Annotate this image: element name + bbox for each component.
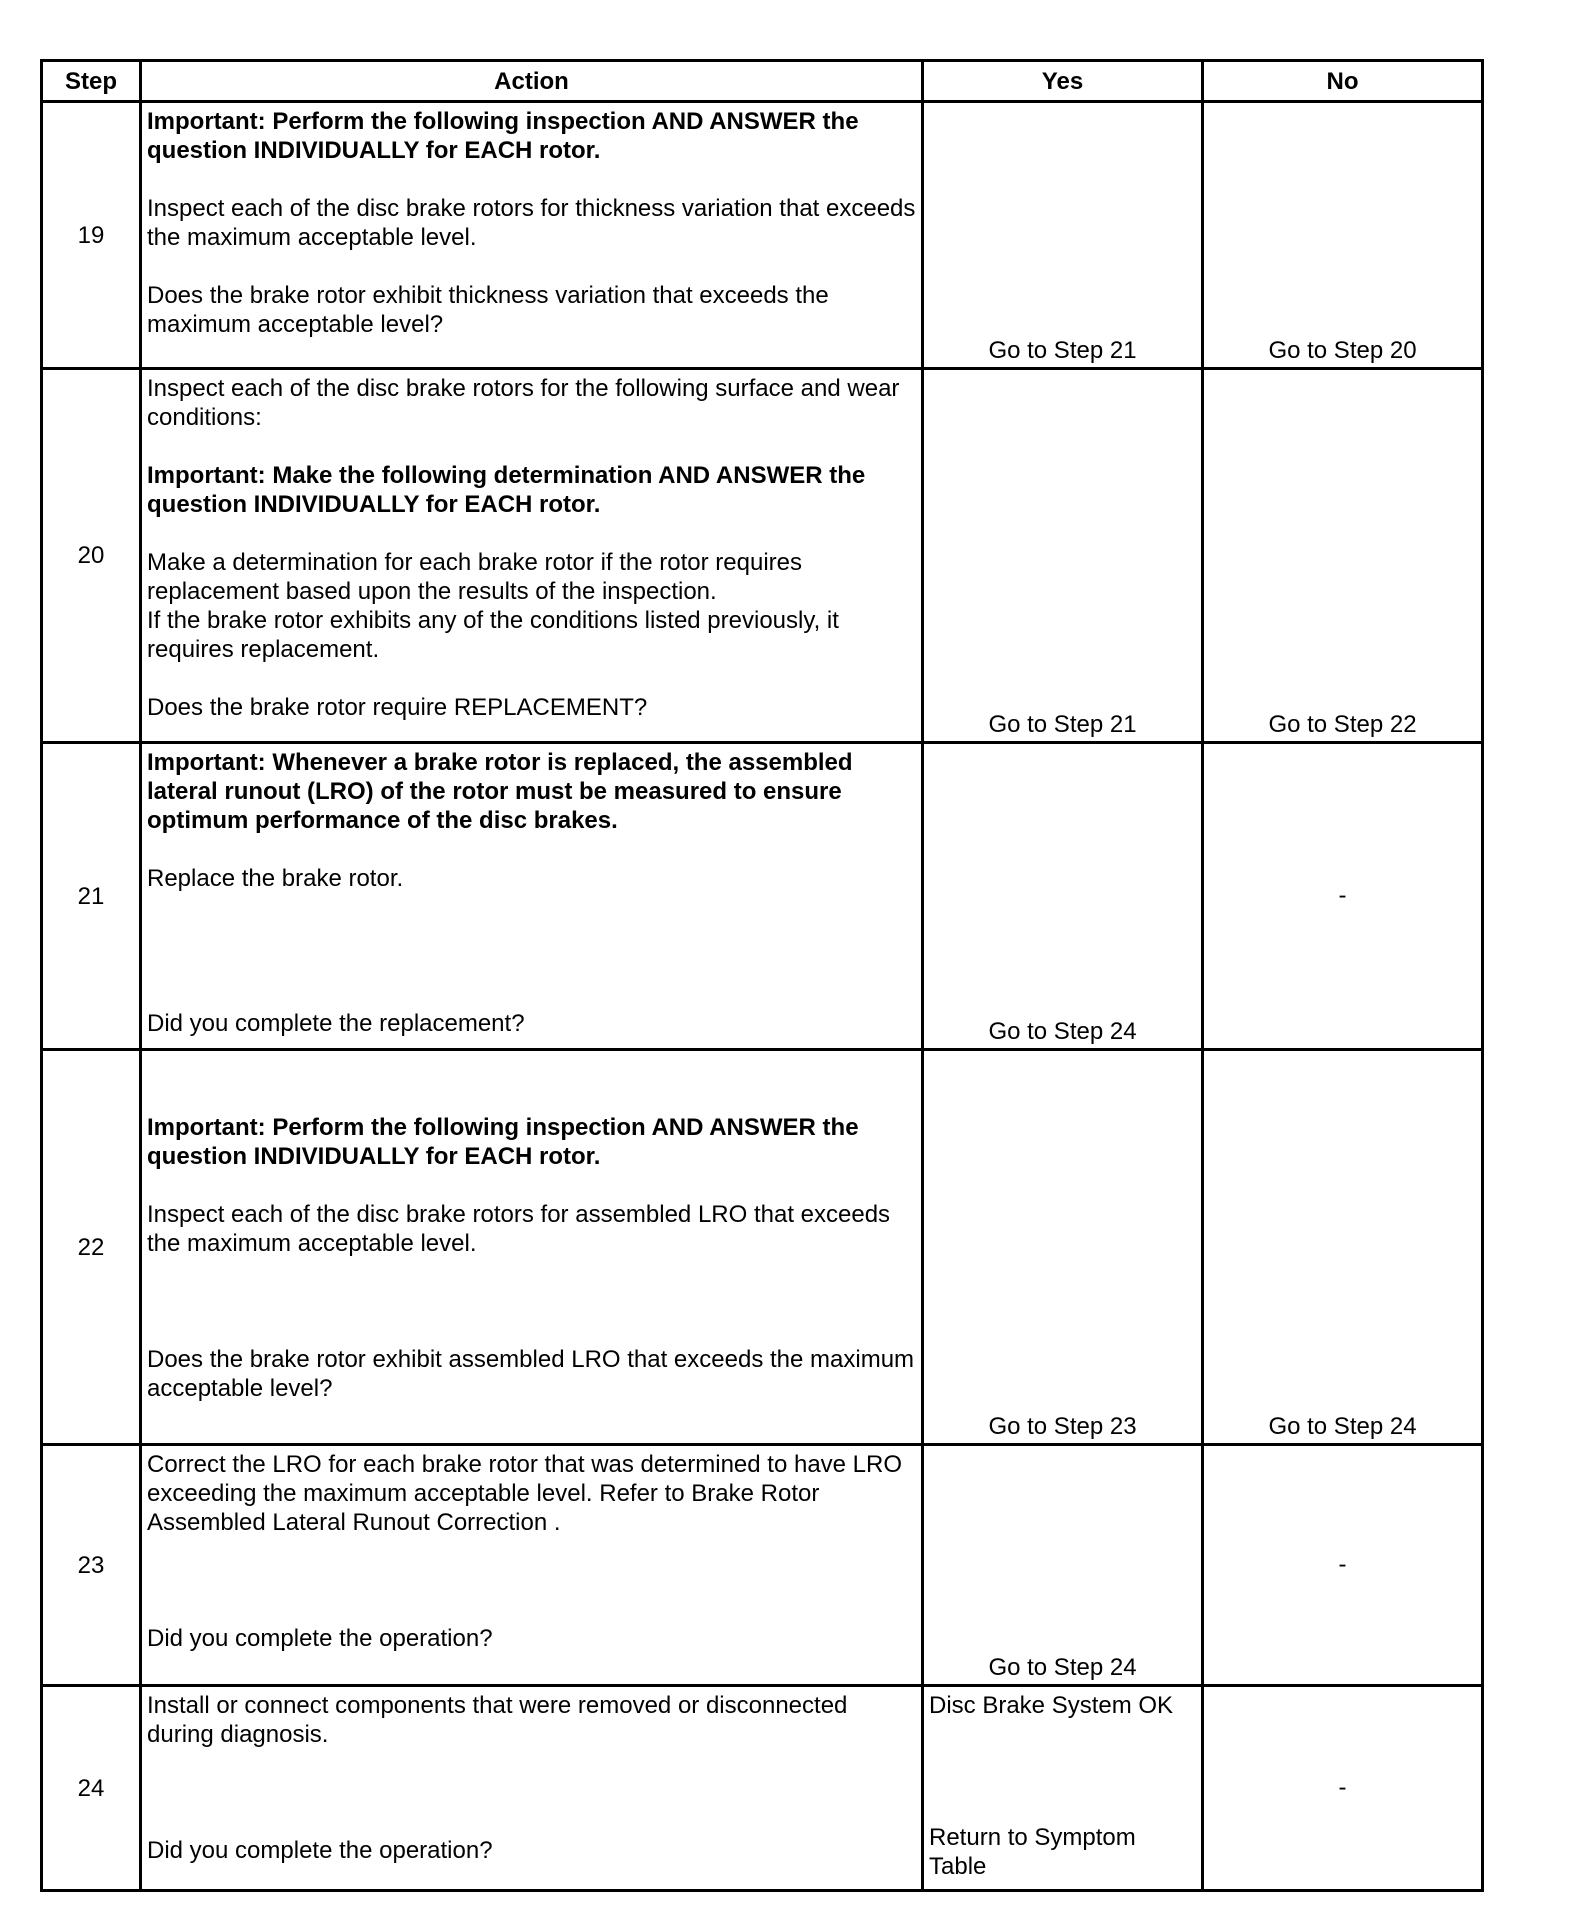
step-number: 23 (42, 1445, 141, 1686)
step-number: 22 (42, 1050, 141, 1445)
action-cell (141, 743, 923, 1050)
yes-result: Go to Step 24 (923, 1445, 1203, 1686)
action-text-3: If the brake rotor exhibits any of the conditions listed previously, it requires replacement. (147, 607, 839, 663)
action-text: Replace the brake rotor. (147, 865, 404, 892)
action-text: Inspect each of the disc brake rotors for the following surface and wear conditions: (147, 375, 900, 431)
header-row (42, 61, 1483, 102)
step-row-20 (42, 369, 1483, 743)
yes-result-bottom: Return to Symptom Table (929, 1824, 1136, 1880)
no-result: Go to Step 22 (1203, 369, 1483, 743)
step-row-19 (42, 102, 1483, 369)
action-cell (141, 369, 923, 743)
action-cell (141, 1050, 923, 1445)
yes-result: Go to Step 21 (923, 102, 1203, 369)
header-action: Action (141, 61, 923, 102)
step-row-23 (42, 1445, 1483, 1686)
action-cell (141, 1686, 923, 1891)
action-text-2: Make a determination for each brake rotor if the rotor requires replacement based upon the results of the inspection. (147, 549, 802, 605)
header-step: Step (42, 61, 141, 102)
step-row-22 (42, 1050, 1483, 1445)
header-no: No (1203, 61, 1483, 102)
action-text: Inspect each of the disc brake rotors for assembled LRO that exceeds the maximum acceptable level. (147, 1201, 891, 1257)
action-text: Install or connect components that were removed or disconnected during diagnosis. (147, 1692, 848, 1748)
step-number: 24 (42, 1686, 141, 1891)
diagnostic-table-sheet (40, 59, 1481, 1892)
action-text: Correct the LRO for each brake rotor that was determined to have LRO exceeding the maximum acceptable level. Refer to Brake Rotor Assembled Lateral Runout Correction . (147, 1451, 903, 1536)
question-text: Did you complete the replacement? (147, 1010, 525, 1037)
action-cell (141, 102, 923, 369)
question-text: Does the brake rotor exhibit thickness variation that exceeds the maximum acceptable level? (147, 282, 829, 338)
no-result: - (1203, 1686, 1483, 1891)
important-note: Important: Whenever a brake rotor is replaced, the assembled lateral runout (LRO) of the rotor must be measured to ensure optimum performance of the disc brakes. (147, 749, 853, 834)
step-row-21 (42, 743, 1483, 1050)
step-row-24 (42, 1686, 1483, 1891)
yes-result: Go to Step 21 (923, 369, 1203, 743)
action-cell (141, 1445, 923, 1686)
no-result: - (1203, 1445, 1483, 1686)
yes-result: Go to Step 24 (923, 743, 1203, 1050)
question-text: Did you complete the operation? (147, 1837, 493, 1864)
important-note: Important: Perform the following inspection AND ANSWER the question INDIVIDUALLY for EACH rotor. (147, 1114, 859, 1170)
yes-result: Go to Step 23 (923, 1050, 1203, 1445)
question-text: Does the brake rotor exhibit assembled LRO that exceeds the maximum acceptable level? (147, 1346, 915, 1402)
no-result: - (1203, 743, 1483, 1050)
yes-result-top: Disc Brake System OK (929, 1692, 1174, 1719)
important-note: Important: Perform the following inspection AND ANSWER the question INDIVIDUALLY for EACH rotor. (147, 108, 859, 164)
diagnostic-table (40, 59, 1484, 1892)
action-text: Inspect each of the disc brake rotors for thickness variation that exceeds the maximum acceptable level. (147, 195, 916, 251)
no-result: Go to Step 20 (1203, 102, 1483, 369)
step-number: 19 (42, 102, 141, 369)
important-note: Important: Make the following determination AND ANSWER the question INDIVIDUALLY for EACH rotor. (147, 462, 866, 518)
question-text: Did you complete the operation? (147, 1625, 493, 1652)
step-number: 21 (42, 743, 141, 1050)
no-result: Go to Step 24 (1203, 1050, 1483, 1445)
question-text: Does the brake rotor require REPLACEMENT? (147, 694, 648, 721)
step-number: 20 (42, 369, 141, 743)
header-yes: Yes (923, 61, 1203, 102)
yes-result-cell (923, 1686, 1203, 1891)
